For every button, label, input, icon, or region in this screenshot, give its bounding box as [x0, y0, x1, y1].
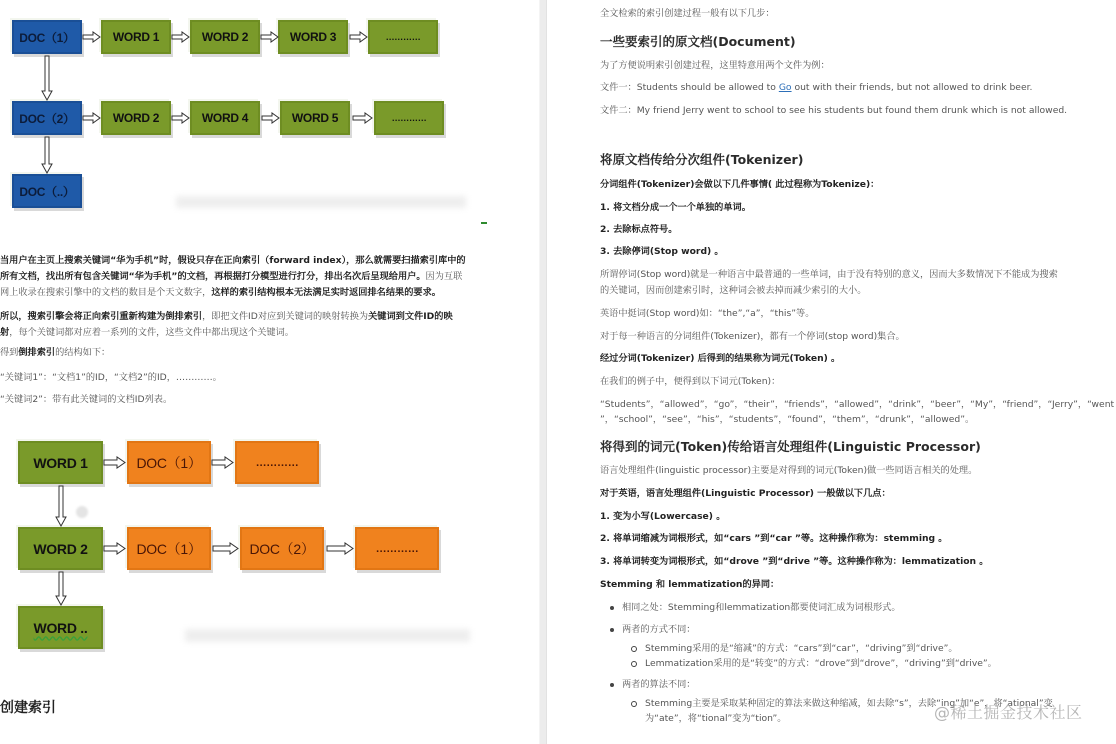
go-link[interactable]: Go	[778, 82, 792, 93]
keyword1-line: “关键词1”：“文档1”的ID，“文档2”的ID，…………。	[0, 372, 222, 383]
token-result: 经过分词(Tokenizer) 后得到的结果称为词元(Token) 。	[600, 353, 841, 364]
section-heading-tokenizer: 将原文档传给分次组件(Tokenizer)	[600, 152, 804, 167]
tokenizer-lead: 分词组件(Tokenizer)会做以下几件事情( 此过程称为Tokenize)：	[600, 179, 880, 190]
stopword-desc-line2: 的关键词，因而创建索引时，这种词会被去掉而减少索引的大小。	[600, 285, 867, 296]
right-arrow-icon	[103, 542, 126, 555]
linguistic-step-2: 2. 将单词缩减为词根形式，如“cars ”到“car ”等。这种操作称为：stemming 。	[600, 533, 948, 544]
section-heading-create-index: 创建索引	[0, 700, 56, 716]
sub-bullet-icon	[631, 661, 637, 667]
paragraph-structure-intro: 得到倒排索引的结构如下：	[0, 347, 111, 358]
doc-box: DOC（1）	[127, 527, 211, 570]
blurred-caption	[185, 629, 470, 642]
file-one-text: Students should be allowed to	[636, 82, 779, 93]
ellipsis-box: …………	[235, 441, 319, 484]
right-arrow-icon	[171, 112, 190, 124]
paragraph-forward-index-line3: 网上收录在搜索引擎中的文档的数目是个天文数字，这样的索引结构根本无法满足实时返回排名结果的要求。	[0, 287, 441, 298]
word-box: WORD 2	[190, 20, 260, 54]
linguistic-step-3: 3. 将单词转变为词根形式，如“drove ”到“drive ”等。这种操作称为：lemmatization 。	[600, 556, 989, 567]
file-two-label: 文件二：	[600, 105, 637, 116]
right-arrow-icon	[352, 112, 373, 124]
ellipsis-box: …………	[355, 527, 439, 570]
right-arrow-icon	[103, 456, 126, 469]
paragraph-inverted-line1: 所以，搜索引擎会将正向索引重新构建为倒排索引，即把文件ID对应到关键词的映射转换为关键词到文件ID的映	[0, 311, 453, 322]
keyword2-line: “关键词2”：带有此关键词的文档ID列表。	[0, 394, 173, 405]
word-box-more	[18, 606, 103, 649]
word-box: WORD 5	[280, 101, 350, 135]
file-one-label: 文件一：	[600, 82, 637, 93]
stopword-desc-line1: 所谓停词(Stop word)就是一种语言中最普通的一些单词，由于没有特别的意义，因而大多数情况下不能成为搜索	[600, 269, 1058, 280]
per-language-stopwords: 对于每一种语言的分词组件(Tokenizer)，都有一个停词(stop word)集合。	[600, 331, 905, 342]
right-page	[547, 0, 1116, 744]
token-list-line1: “Students”，“allowed”，“go”，“their”，“friends”，“allowed”，“drink”，“beer”，“My”，“friend”，“Jerry”，“went	[600, 399, 1115, 410]
bullet-icon	[610, 683, 614, 687]
sub-bullet-icon	[631, 646, 637, 652]
word-box: WORD 2	[101, 101, 171, 135]
word-box: WORD 4	[190, 101, 260, 135]
section-heading-linguistic: 将得到的词元(Token)传给语言处理组件(Linguistic Processor)	[600, 439, 981, 454]
right-arrow-icon	[349, 31, 368, 43]
right-arrow-icon	[171, 31, 190, 43]
bullet-icon	[610, 628, 614, 632]
file-two	[600, 104, 1100, 118]
doc-box-1: DOC（1）	[12, 20, 82, 54]
right-arrow-icon	[82, 112, 101, 124]
bullet-similarity: 相同之处：Stemming和lemmatization都要使词汇成为词根形式。	[610, 601, 1110, 615]
doc-box: DOC（2）	[240, 527, 324, 570]
sub-bullet-lemmatization: Lemmatization采用的是“转变”的方式：“drove”到“drove”，“driving”到“drive”。	[631, 657, 1116, 671]
watermark: @稀土掘金技术社区	[934, 703, 1083, 722]
linguistic-step-1: 1. 变为小写(Lowercase) 。	[600, 511, 726, 522]
linguistic-lead: 对于英语，语言处理组件(Linguistic Processor) 一般做以下几点：	[600, 488, 891, 499]
paragraph-forward-index-line2: 所有文档，找出所有包含关键词“华为手机”的文档，再根据打分模型进行打分，排出名次后呈现给用户。因为互联	[0, 271, 463, 282]
token-list-line2: ”，“school”，“see”，“his”，“students”，“found”，“them”，“drunk”，“allowed”。	[600, 414, 975, 425]
cursor-shadow	[76, 506, 88, 518]
sub-bullet-stemming: Stemming采用的是“缩减”的方式：“cars”到“car”，“driving”到“drive”。	[631, 642, 1116, 656]
word-box-2: WORD 2	[18, 527, 103, 570]
token-example-intro: 在我们的例子中，便得到以下词元(Token)：	[600, 376, 781, 387]
word-box: WORD 3	[278, 20, 348, 54]
blurred-caption	[176, 196, 466, 208]
tokenizer-step-1: 1. 将文档分成一个一个单独的单词。	[600, 202, 751, 213]
file-one	[600, 81, 1100, 95]
intro-text: 全文检索的索引创建过程一般有以下几步：	[600, 8, 775, 19]
document-desc: 为了方便说明索引创建过程，这里特意用两个文件为例：	[600, 60, 830, 71]
right-arrow-icon	[212, 542, 239, 555]
down-arrow-icon	[41, 55, 53, 101]
right-arrow-icon	[326, 542, 354, 555]
bullet-algorithm-diff: 两者的算法不同：	[610, 678, 1110, 692]
paragraph-forward-index-line1: 当用户在主页上搜索关键词“华为手机”时，假设只存在正向索引（forward index），那么就需要扫描索引库中的	[0, 255, 466, 266]
right-arrow-icon	[211, 456, 234, 469]
section-heading-document: 一些要索引的原文档(Document)	[600, 34, 796, 49]
bullet-icon	[610, 606, 614, 610]
tokenizer-step-3: 3. 去除停词(Stop word) 。	[600, 246, 724, 257]
green-mark	[481, 222, 487, 224]
ellipsis-box: …………	[368, 20, 438, 54]
down-arrow-icon	[55, 571, 67, 606]
left-page	[0, 0, 539, 744]
right-arrow-icon	[261, 112, 280, 124]
tokenizer-step-2: 2. 去除标点符号。	[600, 224, 678, 235]
right-arrow-icon	[260, 31, 279, 43]
ellipsis-box: …………	[374, 101, 444, 135]
doc-box-more: DOC（..）	[12, 174, 82, 208]
english-stopwords: 英语中挺词(Stop word)如：“the”,“a”，“this”等。	[600, 308, 815, 319]
linguistic-desc: 语言处理组件(linguistic processor)主要是对得到的词元(Token)做一些同语言相关的处理。	[600, 465, 978, 476]
file-two-text: My friend Jerry went to school to see his students but found them drunk which is not allowed.	[636, 105, 1068, 116]
doc-box-2: DOC（2）	[12, 101, 82, 135]
page-gutter	[539, 0, 547, 744]
compare-heading: Stemming 和 lemmatization的异同：	[600, 579, 780, 590]
sub-bullet-algorithm-line2: 为“ate”，将“tional”变为“tion”。	[645, 713, 787, 724]
doc-box: DOC（1）	[127, 441, 211, 484]
right-arrow-icon	[82, 31, 101, 43]
file-one-text-end: out with their friends, but not allowed to drink beer.	[791, 82, 1033, 93]
down-arrow-icon	[41, 136, 53, 174]
sub-bullet-algorithm-line1: Stemming主要是采取某种固定的算法来做这种缩减，如去除“s”，去除“ing”加“e”，将“ational”变	[631, 697, 1116, 711]
bullet-method-diff: 两者的方式不同：	[610, 623, 1110, 637]
word-box-1: WORD 1	[18, 441, 103, 484]
word-box: WORD 1	[101, 20, 171, 54]
sub-bullet-icon	[631, 701, 637, 707]
word-more-label: WORD ..	[33, 619, 88, 636]
paragraph-inverted-line2: 射，每个关键词都对应着一系列的文件，这些文件中都出现这个关键词。	[0, 327, 294, 338]
down-arrow-icon	[55, 485, 67, 527]
